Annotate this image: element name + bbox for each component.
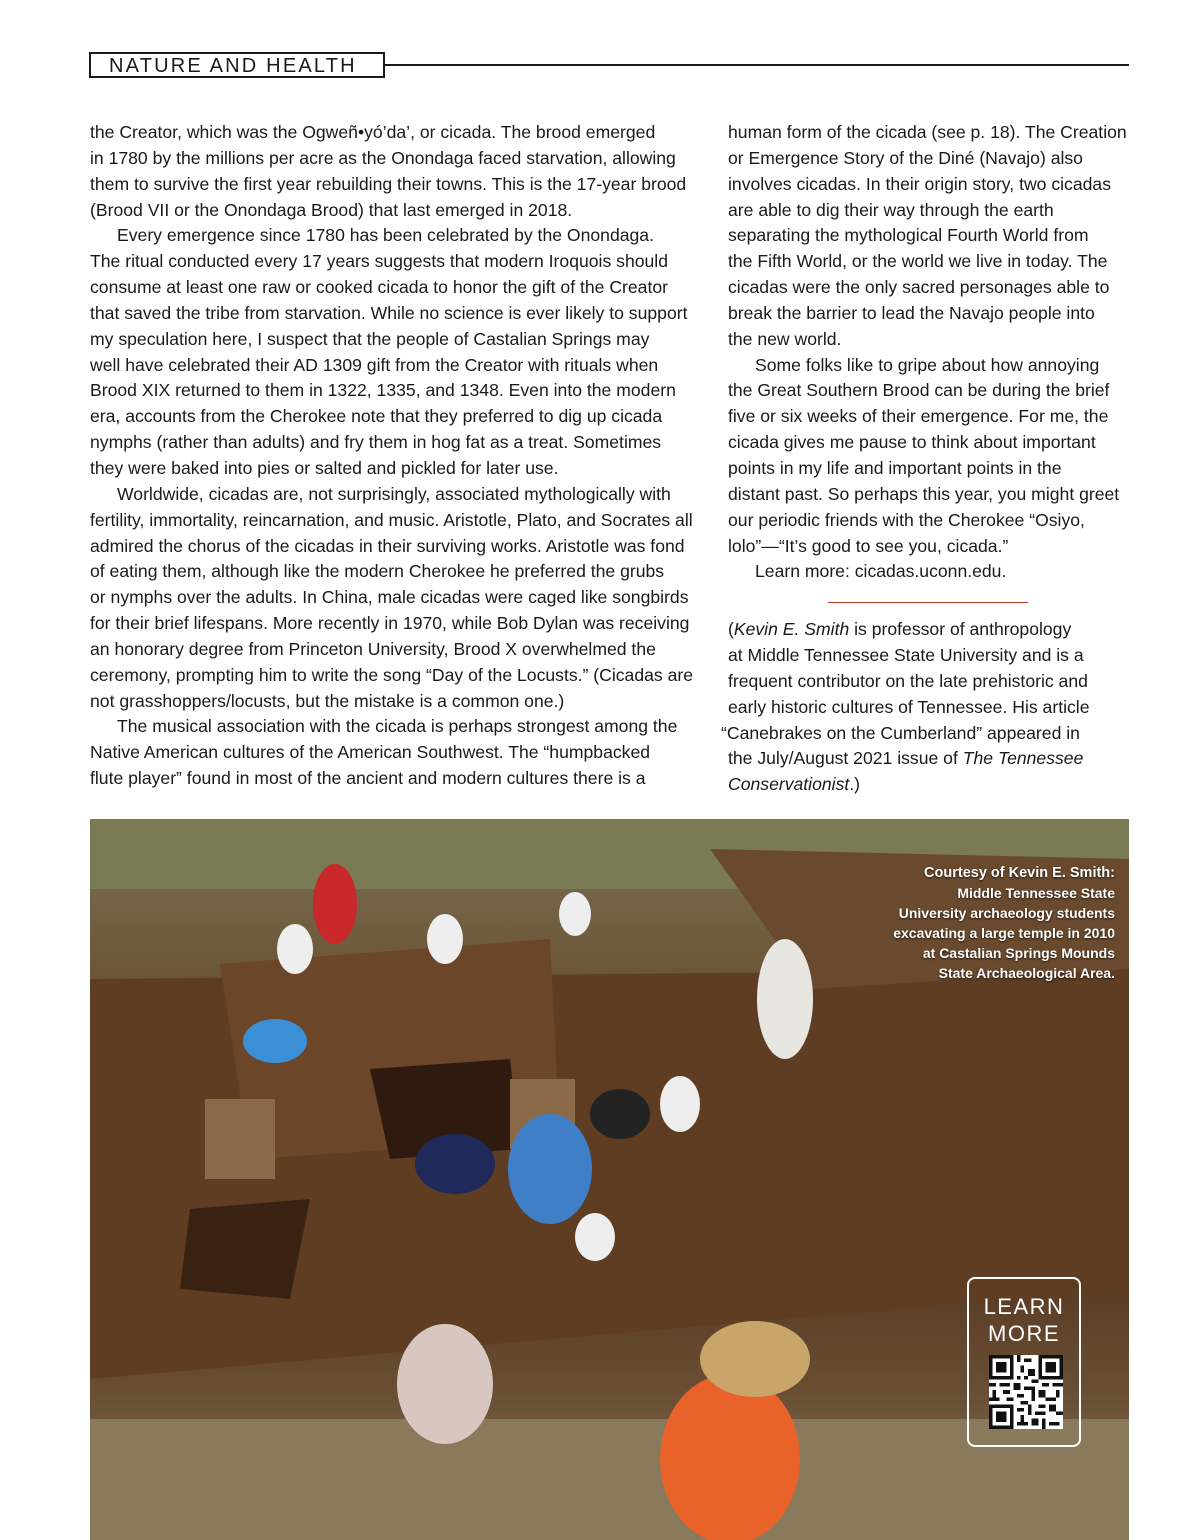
person-orange-shirt	[660, 1374, 800, 1540]
text-line: are able to dig their way through the earth	[728, 199, 1054, 220]
qr-code-icon[interactable]	[989, 1355, 1063, 1429]
bucket	[575, 1213, 615, 1261]
text-line: consume at least one raw or cooked cicada to honor the gift of the Creator	[90, 277, 668, 298]
publication-title: Conservationist	[728, 774, 850, 795]
text-line: era, accounts from the Cherokee note that they preferred to dig up cicada	[90, 406, 663, 427]
author-bio-line: frequent contributor on the late prehistoric and	[728, 670, 1088, 691]
text-line: Some folks like to gripe about how annoying	[755, 354, 1100, 375]
caption-line: excavating a large temple in 2010	[893, 925, 1115, 941]
text-line: the Fifth World, or the world we live in today. The	[728, 251, 1108, 272]
text-line: they were baked into pies or salted and pickled for later use.	[90, 457, 559, 478]
bucket	[660, 1076, 700, 1132]
text-line: the Great Southern Brood can be during the brief	[728, 380, 1110, 401]
text-line: ceremony, prompting him to write the song “Day of the Locusts.” (Cicadas are	[90, 664, 694, 685]
text-line: human form of the cicada (see p. 18). The Creation	[728, 122, 1127, 142]
soil-pedestal	[205, 1099, 275, 1179]
bucket	[277, 924, 313, 974]
caption-line: State Archaeological Area.	[938, 965, 1115, 981]
person-white-clothes	[757, 939, 813, 1059]
person-red-shirt	[313, 864, 357, 944]
author-bio-line	[728, 772, 1133, 798]
person-navy-shirt	[415, 1134, 495, 1194]
text-line: The musical association with the cicada is perhaps strongest among the	[117, 716, 678, 737]
caption-line: at Castalian Springs Mounds	[922, 945, 1115, 961]
text-line: Worldwide, cicadas are, not surprisingly, associated mythologically with	[117, 483, 671, 504]
qr-code-graphic	[989, 1355, 1063, 1429]
bio-text: .)	[849, 774, 861, 795]
text-line: cicada gives me pause to think about important	[728, 432, 1096, 453]
straw-hat	[700, 1321, 810, 1397]
bio-text: is professor of anthropology	[849, 619, 1072, 640]
text-line: (Brood VII or the Onondaga Brood) that last emerged in 2018.	[90, 199, 573, 220]
text-line: or nymphs over the adults. In China, male cicadas were caged like songbirds	[90, 587, 689, 608]
bucket	[427, 914, 463, 964]
text-line: for their brief lifespans. More recently in 1970, while Bob Dylan was receiving	[90, 613, 690, 634]
text-line: five or six weeks of their emergence. For me, the	[728, 406, 1109, 427]
learn-more-line: LEARN	[983, 1294, 1065, 1319]
text-line: separating the mythological Fourth World from	[728, 225, 1089, 246]
author-bio-line: at Middle Tennessee State University and is a	[728, 645, 1084, 666]
learn-more-line: MORE	[988, 1321, 1060, 1346]
text-line: lolo”—“It’s good to see you, cicada.”	[728, 535, 1009, 556]
text-line: that saved the tribe from starvation. While no science is ever likely to support	[90, 302, 688, 323]
author-bio-line	[728, 617, 1133, 643]
author-bio-line: “Canebrakes on the Cumberland” appeared in	[721, 722, 1080, 743]
header-rule	[385, 64, 1129, 66]
pit-feature	[180, 1199, 310, 1299]
text-line: flute player” found in most of the ancient and modern cultures there is a	[90, 768, 646, 789]
learn-more-label	[969, 1293, 1079, 1347]
text-line: of eating them, although like the modern Cherokee he preferred the grubs	[90, 561, 665, 582]
text-line: our periodic friends with the Cherokee “Osiyo,	[728, 509, 1085, 530]
bio-open-paren: (	[728, 619, 734, 640]
text-line: the new world.	[728, 328, 842, 349]
text-line: break the barrier to lead the Navajo people into	[728, 302, 1095, 323]
article-right-column	[721, 120, 1133, 798]
text-line: distant past. So perhaps this year, you might greet	[728, 483, 1120, 504]
section-divider	[828, 602, 1028, 603]
text-line: the Creator, which was the Ogweñ•yó’da’, or cicada. The brood emerged	[90, 122, 656, 142]
text-line: Every emergence since 1780 has been celebrated by the Onondaga.	[117, 225, 654, 246]
text-line: in 1780 by the millions per acre as the Onondaga faced starvation, allowing	[90, 147, 676, 168]
text-line: Brood XIX returned to them in 1322, 1335, and 1348. Even into the modern	[90, 380, 676, 401]
section-label: NATURE AND HEALTH	[89, 52, 385, 78]
article-left-column	[90, 120, 702, 792]
author-bio-line: early historic cultures of Tennessee. His article	[728, 696, 1090, 717]
person-black-shirt	[590, 1089, 650, 1139]
text-line: my speculation here, I suspect that the people of Castalian Springs may	[90, 328, 650, 349]
text-line: points in my life and important points in the	[728, 457, 1062, 478]
text-line: admired the chorus of the cicadas in their surviving works. Aristotle was fond	[90, 535, 685, 556]
person-striped-top	[397, 1324, 493, 1444]
text-line: or Emergence Story of the Diné (Navajo) also	[728, 147, 1083, 168]
photo-credit: Courtesy of Kevin E. Smith:	[924, 865, 1115, 881]
bio-text: the July/August 2021 issue of	[728, 748, 963, 769]
text-line: Learn more: cicadas.uconn.edu.	[755, 561, 1007, 582]
text-line: involves cicadas. In their origin story, two cicadas	[728, 173, 1111, 194]
text-line: The ritual conducted every 17 years suggests that modern Iroquois should	[90, 251, 668, 272]
text-line: Native American cultures of the American Southwest. The “humpbacked	[90, 742, 651, 763]
page-header	[89, 52, 1129, 80]
text-line: them to survive the first year rebuilding their towns. This is the 17-year brood	[90, 173, 687, 194]
text-line: fertility, immortality, reincarnation, and music. Aristotle, Plato, and Socrates all	[90, 509, 693, 530]
publication-title: The Tennessee	[962, 748, 1084, 769]
caption-line: Middle Tennessee State	[957, 885, 1115, 901]
text-line: cicadas were the only sacred personages able to	[728, 277, 1110, 298]
person-blue-shirt	[243, 1019, 307, 1063]
text-line: nymphs (rather than adults) and fry them in hog fat as a treat. Sometimes	[90, 432, 662, 453]
author-name: Kevin E. Smith	[733, 619, 850, 640]
author-bio-line	[728, 746, 1133, 772]
text-line: well have celebrated their AD 1309 gift from the Creator with rituals when	[90, 354, 659, 375]
excavation-photo	[90, 819, 1129, 1540]
photo-caption	[855, 863, 1115, 983]
caption-line: University archaeology students	[898, 905, 1115, 921]
text-line: an honorary degree from Princeton University, Brood X overwhelmed the	[90, 638, 656, 659]
person-blue-shirt	[508, 1114, 592, 1224]
bucket	[559, 892, 591, 936]
text-line: not grasshoppers/locusts, but the mistake is a common one.)	[90, 690, 565, 711]
learn-more-box[interactable]	[967, 1277, 1081, 1447]
